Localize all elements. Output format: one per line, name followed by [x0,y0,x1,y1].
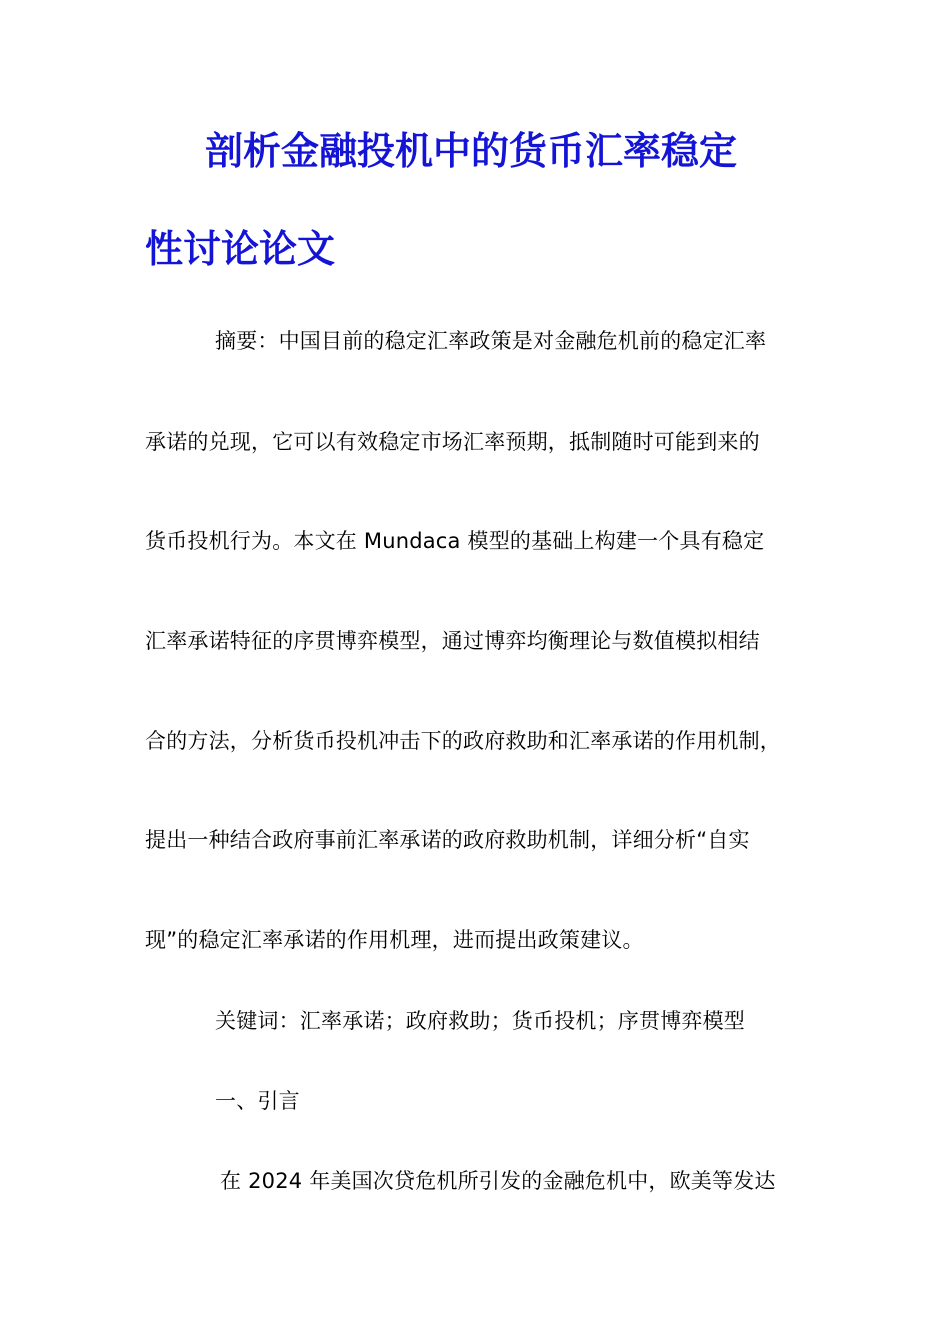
intro-paragraph-line-1: 在 2024 年美国次贷危机所引发的金融危机中，欧美等发达 [220,1169,776,1193]
abstract-line-5: 合的方法，分析货币投机冲击下的政府救助和汇率承诺的作用机制， [145,729,781,753]
abstract-line-4: 汇率承诺特征的序贯博弈模型，通过博弈均衡理论与数值模拟相结 [145,629,760,653]
keywords-line: 关键词：汇率承诺；政府救助；货币投机；序贯博弈模型 [215,1009,745,1033]
abstract-line-7: 现”的稳定汇率承诺的作用机理，进而提出政策建议。 [145,928,644,952]
document-title-line-2: 性讨论论文 [145,227,336,271]
abstract-line-2: 承诺的兑现，它可以有效稳定市场汇率预期，抵制随时可能到来的 [145,430,760,454]
abstract-line-3: 货币投机行为。本文在 Mundaca 模型的基础上构建一个具有稳定 [145,529,765,553]
document-title-line-1: 剖析金融投机中的货币汇率稳定 [205,129,738,173]
abstract-line-6: 提出一种结合政府事前汇率承诺的政府救助机制，详细分析“自实 [145,828,750,852]
section-heading: 一、引言 [215,1089,300,1113]
abstract-line-1: 摘要：中国目前的稳定汇率政策是对金融危机前的稳定汇率 [215,329,767,353]
